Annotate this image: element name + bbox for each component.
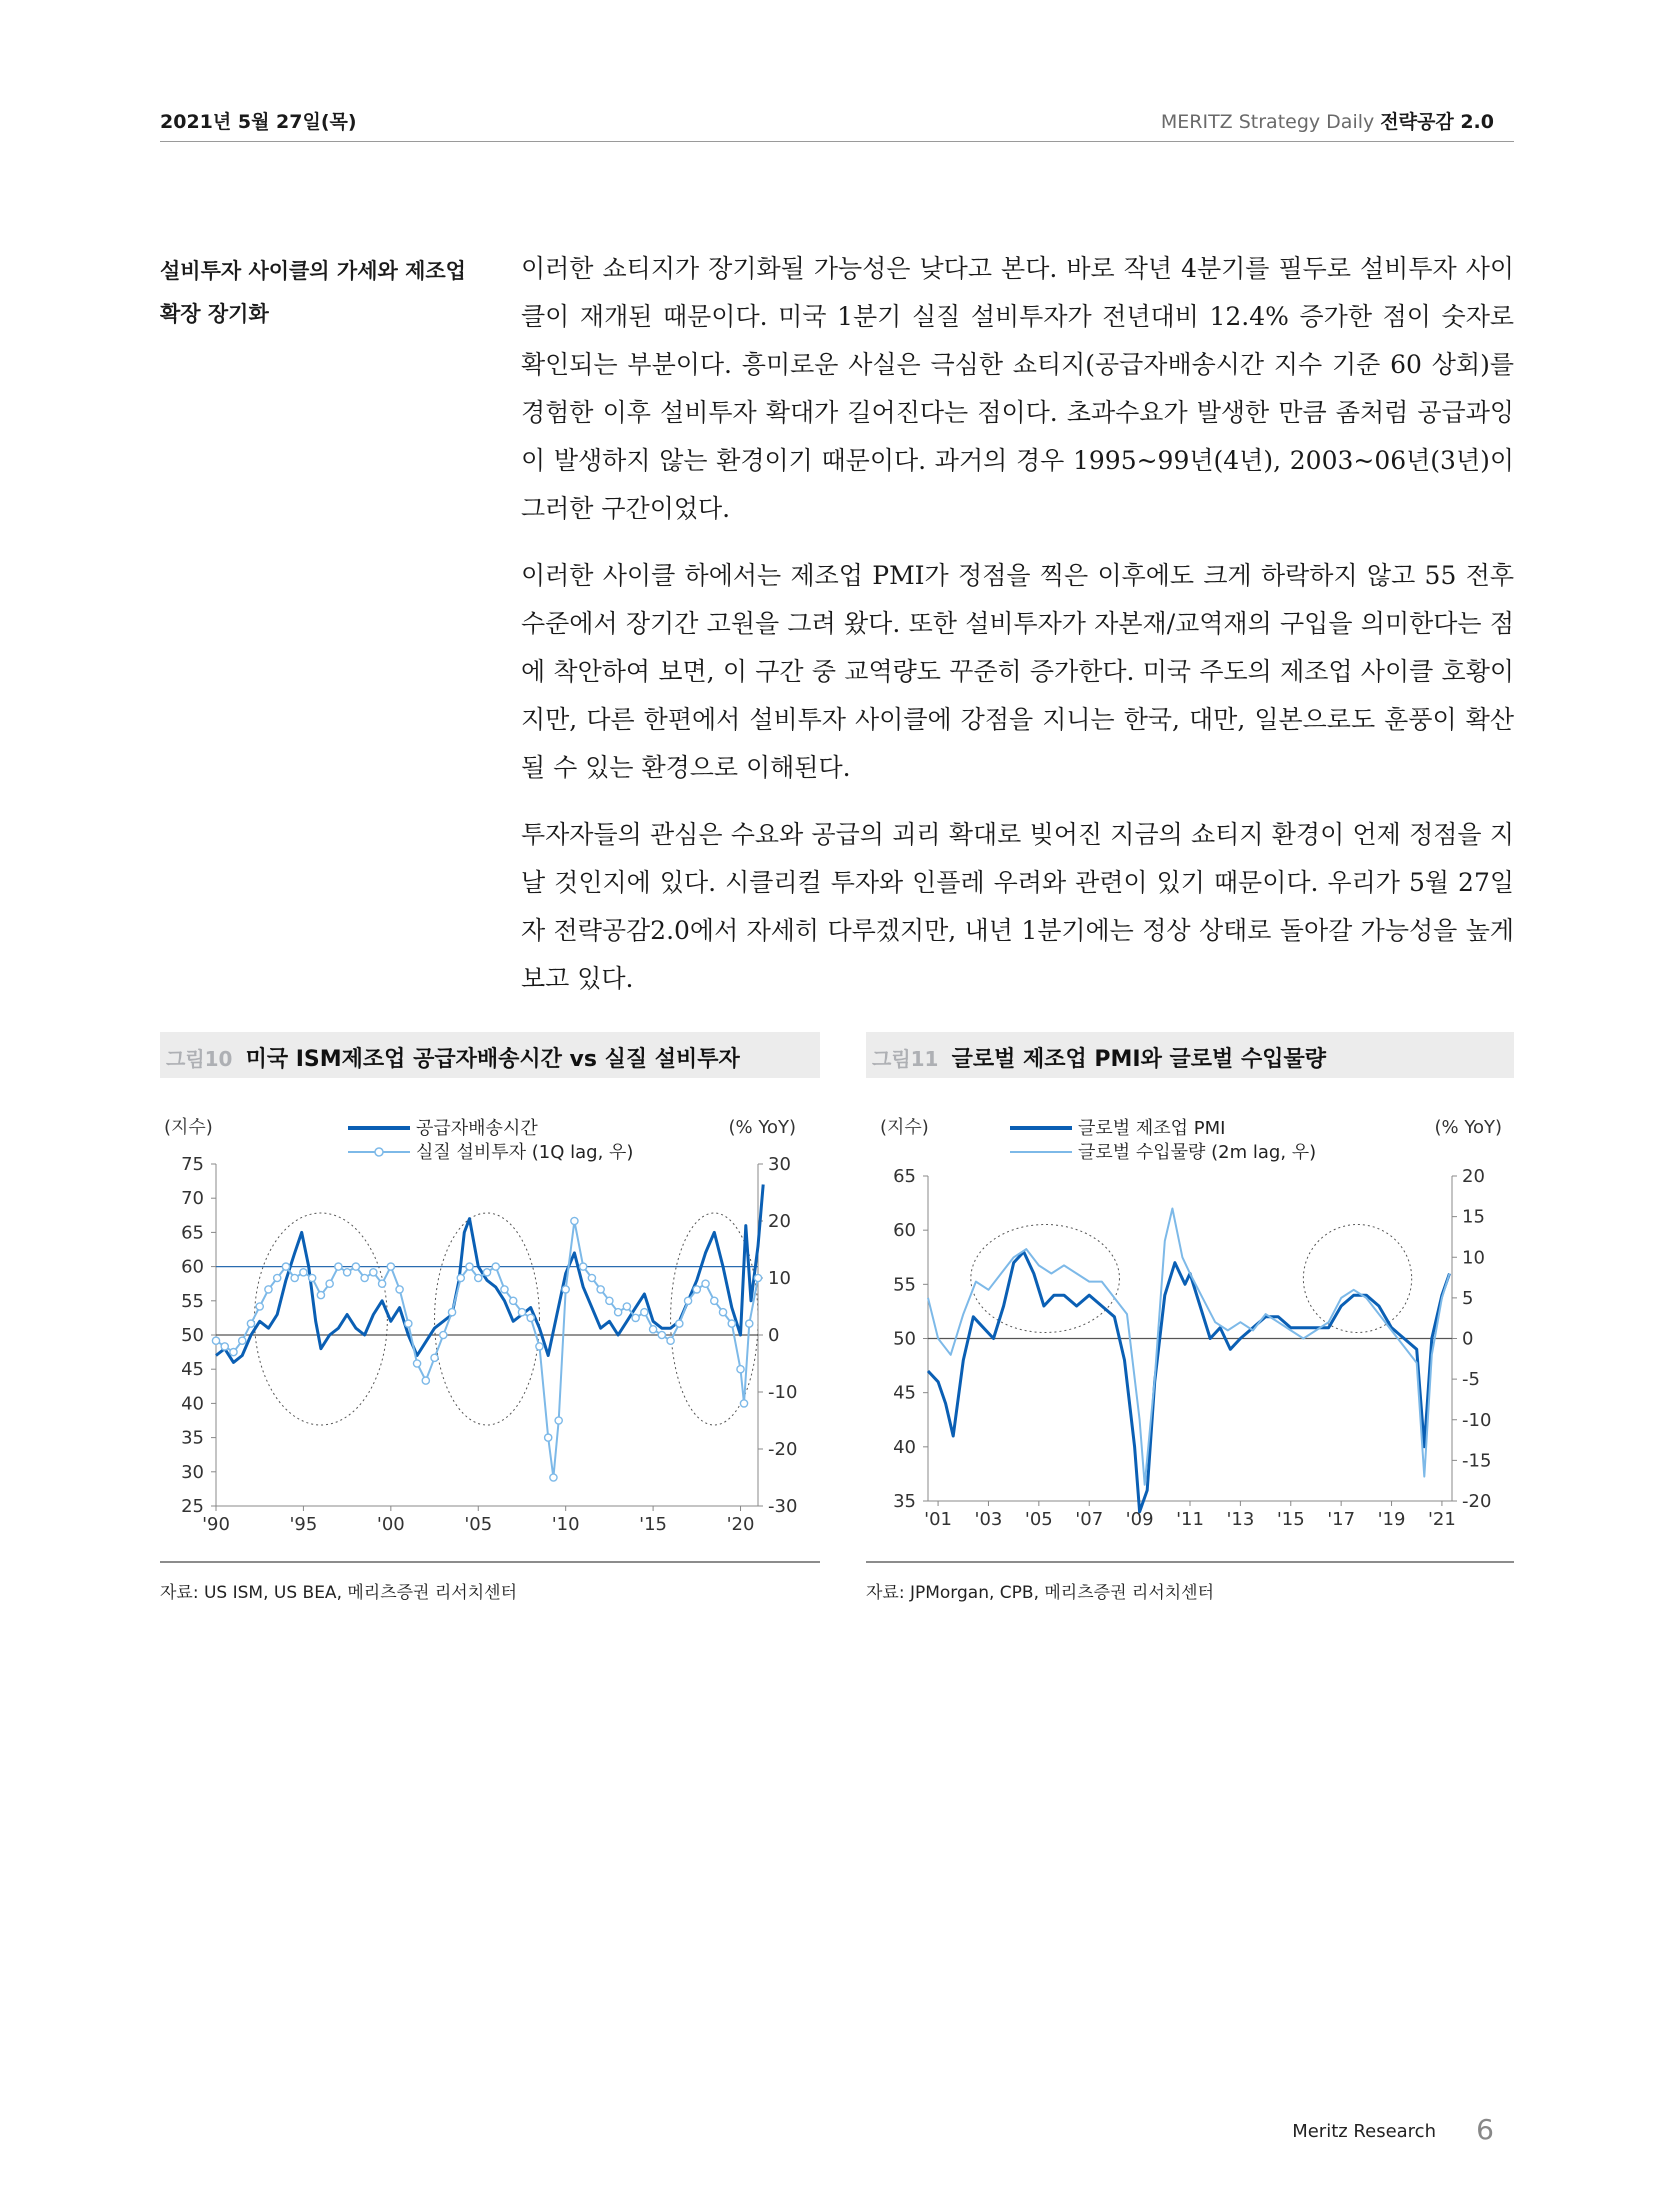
side-heading-line-2: 확장 장기화	[160, 302, 269, 326]
series-point	[571, 1217, 578, 1224]
page-number: 6	[1476, 2113, 1494, 2146]
left-tick-label: 40	[893, 1436, 916, 1458]
series-point	[326, 1280, 333, 1287]
figure-11-title-bar	[866, 1032, 1514, 1078]
figure-10-number: 그림10	[166, 1047, 233, 1071]
figure-11-rule	[866, 1561, 1514, 1563]
series-point	[309, 1274, 316, 1281]
series-point	[510, 1297, 517, 1304]
right-tick-label: -15	[1462, 1450, 1492, 1472]
right-axis-unit: (% YoY)	[728, 1117, 796, 1138]
series-point	[387, 1263, 394, 1270]
paragraph-3: 투자자들의 관심은 수요와 공급의 괴리 확대로 빚어진 지금의 쇼티지 환경이 언제 정점을 지날 것인지에 있다. 시클리컬 투자와 인플레 우려와 관련이 있기 때문이다. 우리가 5월 27일자 전략공감2.0에서 자세히 다루겠지만, 내년 1분기에는 정상 상태로 돌아갈 가능성을 높게 보고 있다.	[521, 820, 1514, 993]
series-point	[274, 1274, 281, 1281]
series-point	[746, 1320, 753, 1327]
series-point	[632, 1314, 639, 1321]
series-point	[230, 1349, 237, 1356]
series-point	[740, 1400, 747, 1407]
right-axis-unit: (% YoY)	[1434, 1117, 1502, 1138]
right-tick-label: 5	[1462, 1287, 1474, 1309]
left-tick-label: 55	[893, 1274, 916, 1296]
figure-11-title: 글로벌 제조업 PMI와 글로벌 수입물량	[951, 1047, 1326, 1072]
figure-11-source: 자료: JPMorgan, CPB, 메리츠증권 리서치센터	[866, 1583, 1215, 1603]
series-point	[352, 1263, 359, 1270]
highlight-ellipse	[1303, 1225, 1411, 1333]
series-point	[649, 1326, 656, 1333]
series-point	[719, 1309, 726, 1316]
series-point	[300, 1269, 307, 1276]
series-point	[413, 1360, 420, 1367]
x-tick-label: '01	[924, 1509, 953, 1530]
left-tick-label: 35	[893, 1491, 916, 1512]
figure-10-chart	[160, 1096, 820, 1556]
left-tick-label: 65	[893, 1166, 916, 1187]
series-point	[457, 1274, 464, 1281]
left-tick-label: 45	[893, 1382, 916, 1404]
series-point	[221, 1343, 228, 1350]
x-tick-label: '10	[551, 1514, 580, 1535]
series-point	[555, 1417, 562, 1424]
x-tick-label: '17	[1327, 1509, 1356, 1530]
right-tick-label: -30	[768, 1496, 798, 1517]
series-point	[282, 1263, 289, 1270]
series-point	[475, 1274, 482, 1281]
x-tick-label: '15	[1276, 1509, 1305, 1530]
series-point	[440, 1331, 447, 1338]
left-tick-label: 60	[893, 1220, 916, 1242]
series-point	[492, 1263, 499, 1270]
x-tick-label: '03	[974, 1509, 1003, 1530]
left-tick-label: 50	[181, 1325, 204, 1346]
x-tick-label: '19	[1377, 1509, 1406, 1530]
series-point	[483, 1269, 490, 1276]
series-point	[405, 1320, 412, 1327]
x-tick-label: '90	[202, 1514, 230, 1535]
series-point	[501, 1286, 508, 1293]
x-tick-label: '05	[1024, 1509, 1053, 1530]
left-axis-unit: (지수)	[164, 1117, 213, 1138]
legend-label: 실질 설비투자 (1Q lag, 우)	[416, 1142, 634, 1163]
series-point	[265, 1286, 272, 1293]
series-point	[676, 1320, 683, 1327]
series-point	[562, 1286, 569, 1293]
legend-label: 글로벌 제조업 PMI	[1078, 1118, 1226, 1139]
x-tick-label: '15	[639, 1514, 668, 1535]
right-tick-label: 10	[768, 1268, 791, 1289]
series-point	[431, 1354, 438, 1361]
left-tick-label: 60	[181, 1256, 204, 1278]
figure-10-title: 미국 ISM제조업 공급자배송시간 vs 실질 설비투자	[245, 1047, 740, 1072]
legend-label: 글로벌 수입물량 (2m lag, 우)	[1078, 1142, 1317, 1163]
left-tick-label: 40	[181, 1393, 204, 1415]
series-point	[545, 1434, 552, 1441]
right-tick-label: 20	[1462, 1166, 1485, 1187]
figure-11-number: 그림11	[872, 1047, 939, 1071]
right-tick-label: -5	[1462, 1369, 1480, 1391]
series-point	[684, 1297, 691, 1304]
series-point	[378, 1280, 385, 1287]
x-tick-label: '13	[1226, 1509, 1255, 1530]
series-point	[641, 1309, 648, 1316]
highlight-ellipse	[971, 1225, 1120, 1333]
series-point	[667, 1337, 674, 1344]
series-point	[256, 1303, 263, 1310]
legend-label: 공급자배송시간	[416, 1118, 538, 1139]
series-point	[623, 1303, 630, 1310]
figure-10-source: 자료: US ISM, US BEA, 메리츠증권 리서치센터	[160, 1583, 517, 1603]
left-tick-label: 55	[181, 1290, 204, 1312]
series-point	[212, 1337, 219, 1344]
series-point	[606, 1297, 613, 1304]
header-divider	[160, 141, 1514, 142]
figure-10-rule	[160, 1561, 820, 1563]
left-tick-label: 25	[181, 1496, 204, 1517]
left-tick-label: 75	[181, 1154, 204, 1175]
left-tick-label: 50	[893, 1328, 916, 1350]
left-tick-label: 65	[181, 1222, 204, 1244]
header-series	[1161, 107, 1494, 134]
right-tick-label: 10	[1462, 1247, 1485, 1269]
left-tick-label: 35	[181, 1427, 204, 1449]
series-point	[422, 1377, 429, 1384]
x-tick-label: '21	[1427, 1509, 1456, 1530]
series-point	[344, 1269, 351, 1276]
series-line	[928, 1252, 1450, 1512]
x-tick-label: '20	[726, 1514, 755, 1535]
x-tick-label: '05	[464, 1514, 493, 1535]
x-tick-label: '09	[1125, 1509, 1154, 1530]
x-tick-label: '95	[289, 1514, 318, 1535]
left-tick-label: 30	[181, 1461, 204, 1483]
series-point	[239, 1337, 246, 1344]
header-series-name: MERITZ Strategy Daily	[1160, 111, 1375, 133]
series-point	[396, 1286, 403, 1293]
series-point	[615, 1309, 622, 1316]
x-tick-label: '11	[1176, 1509, 1204, 1530]
series-point	[448, 1309, 455, 1316]
series-point	[728, 1320, 735, 1327]
series-point	[588, 1274, 595, 1281]
series-point	[693, 1286, 700, 1293]
left-tick-label: 45	[181, 1359, 204, 1381]
series-point	[580, 1263, 587, 1270]
x-tick-label: '00	[376, 1514, 405, 1535]
legend-marker	[375, 1148, 383, 1156]
series-line	[928, 1209, 1450, 1485]
side-heading-line-1: 설비투자 사이클의 가세와 제조업	[160, 259, 466, 283]
figure-10-title-bar	[160, 1032, 820, 1078]
series-point	[737, 1366, 744, 1373]
series-point	[247, 1320, 254, 1327]
footer-brand: Meritz Research	[1292, 2121, 1436, 2142]
series-point	[370, 1269, 377, 1276]
left-tick-label: 70	[181, 1188, 204, 1210]
right-tick-label: 0	[768, 1325, 780, 1346]
right-tick-label: 15	[1462, 1206, 1485, 1228]
right-tick-label: -20	[1462, 1491, 1492, 1512]
series-point	[597, 1286, 604, 1293]
paragraph-2: 이러한 사이클 하에서는 제조업 PMI가 정점을 찍은 이후에도 크게 하락하지 않고 55 전후 수준에서 장기간 고원을 그려 왔다. 또한 설비투자가 자본재/교역재의 구입을 의미한다는 점에 착안하여 보면, 이 구간 중 교역량도 꾸준히 증가한다. 미국 주도의 제조업 사이클 호황이지만, 다른 한편에서 설비투자 사이클에 강점을 지니는 한국, 대만, 일본으로도 훈풍이 확산될 수 있는 환경으로 이해된다.	[521, 561, 1514, 782]
series-point	[702, 1280, 709, 1287]
right-tick-label: 0	[1462, 1328, 1474, 1350]
series-point	[711, 1297, 718, 1304]
series-point	[335, 1263, 342, 1270]
series-point	[291, 1274, 298, 1281]
right-tick-label: -10	[1462, 1409, 1492, 1431]
figure-11-chart	[866, 1096, 1514, 1556]
right-tick-label: 20	[768, 1211, 791, 1232]
series-point	[518, 1309, 525, 1316]
series-point	[466, 1263, 473, 1270]
series-line	[216, 1221, 758, 1478]
series-point	[527, 1314, 534, 1321]
right-tick-label: 30	[768, 1154, 791, 1175]
header-product-name: 전략공감 2.0	[1380, 111, 1494, 133]
x-tick-label: '07	[1075, 1509, 1104, 1530]
series-point	[550, 1474, 557, 1481]
right-tick-label: -20	[768, 1439, 798, 1460]
series-point	[754, 1274, 761, 1281]
series-point	[658, 1331, 665, 1338]
header-date: 2021년 5월 27일(목)	[160, 111, 357, 133]
side-heading	[160, 250, 490, 336]
right-tick-label: -10	[768, 1382, 798, 1403]
series-point	[536, 1343, 543, 1350]
series-point	[361, 1274, 368, 1281]
series-point	[317, 1292, 324, 1299]
paragraph-1: 이러한 쇼티지가 장기화될 가능성은 낮다고 본다. 바로 작년 4분기를 필두로 설비투자 사이클이 재개된 때문이다. 미국 1분기 실질 설비투자가 전년대비 12.4% 증가한 점이 숫자로 확인되는 부분이다. 흥미로운 사실은 극심한 쇼티지(공급자배송시간 지수 기준 60 상회)를 경험한 이후 설비투자 확대가 길어진다는 점이다. 초과수요가 발생한 만큼 좀처럼 공급과잉이 발생하지 않는 환경이기 때문이다. 과거의 경우 1995~99년(4년), 2003~06년(3년)이 그러한 구간이었다.	[521, 254, 1514, 523]
left-axis-unit: (지수)	[880, 1117, 929, 1138]
